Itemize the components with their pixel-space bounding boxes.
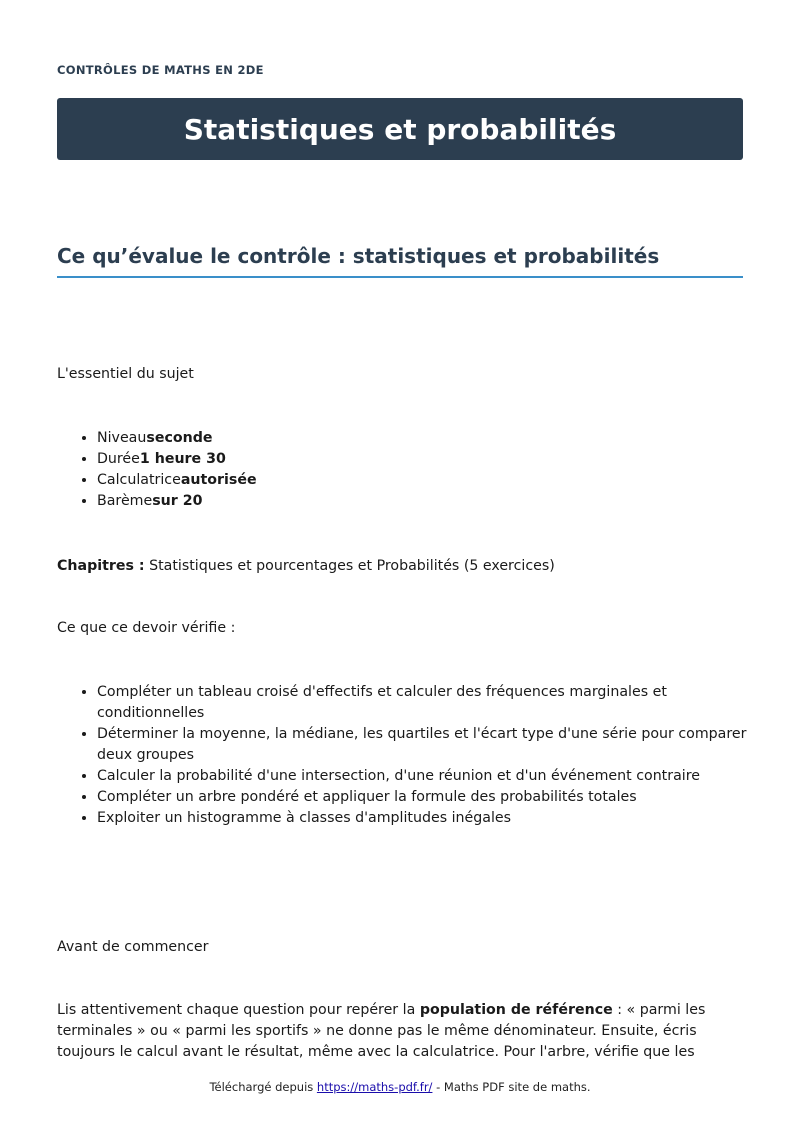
item-value: seconde <box>146 430 213 446</box>
list-item <box>97 491 747 512</box>
footer-suffix: - Maths PDF site de maths. <box>432 1080 591 1094</box>
avant-text-after: : « parmi les terminales » ou « parmi les sportifs » ne donne pas le même dénominateur. Ensuite, écris toujours le calcul avant le résultat, même avec la calculatrice. Pour l'arbre, vérifie que les <box>57 1002 706 1060</box>
page-footer <box>0 1080 800 1094</box>
essentiel-label: L'essentiel du sujet <box>57 366 194 382</box>
verifie-list <box>57 682 747 829</box>
chapitres-paragraph <box>57 556 743 577</box>
essentiel-list <box>57 428 747 512</box>
avant-text-before: Lis attentivement chaque question pour repérer la <box>57 1002 420 1018</box>
list-item <box>97 449 747 470</box>
document-eyebrow: CONTRÔLES DE MATHS EN 2DE <box>57 63 264 77</box>
list-item <box>97 428 747 449</box>
item-value: sur 20 <box>152 493 203 509</box>
chapitres-text: Statistiques et pourcentages et Probabilités (5 exercices) <box>144 558 555 574</box>
verifie-label: Ce que ce devoir vérifie : <box>57 620 236 636</box>
item-value: 1 heure 30 <box>139 451 226 467</box>
item-value: autorisée <box>180 472 257 488</box>
page-title: Statistiques et probabilités <box>183 112 617 146</box>
title-banner <box>57 98 743 160</box>
list-item: • Exploiter un histogramme à classes d'amplitudes inégales <box>97 808 747 829</box>
avant-bold: population de référence <box>419 1002 613 1018</box>
avant-paragraph <box>57 1000 743 1063</box>
item-key: Niveau <box>97 430 147 446</box>
item-key: Barème <box>97 493 153 509</box>
avant-label: Avant de commencer <box>57 939 209 955</box>
item-key: Durée <box>97 451 140 467</box>
section-heading: Ce qu’évalue le contrôle : statistiques et probabilités <box>57 244 743 278</box>
footer-prefix: Téléchargé depuis <box>209 1080 317 1094</box>
list-item: • Compléter un arbre pondéré et appliquer la formule des probabilités totales <box>97 787 747 808</box>
list-item: • Déterminer la moyenne, la médiane, les quartiles et l'écart type d'une série pour comparer deux groupes <box>97 724 747 766</box>
chapitres-label: Chapitres : <box>57 558 145 574</box>
list-item: • Compléter un tableau croisé d'effectifs et calculer des fréquences marginales et conditionnelles <box>97 682 747 724</box>
list-item <box>97 470 747 491</box>
list-item: • Calculer la probabilité d'une intersection, d'une réunion et d'un événement contraire <box>97 766 747 787</box>
item-key: Calculatrice <box>97 472 181 488</box>
footer-link[interactable]: https://maths-pdf.fr/ <box>316 1080 433 1094</box>
